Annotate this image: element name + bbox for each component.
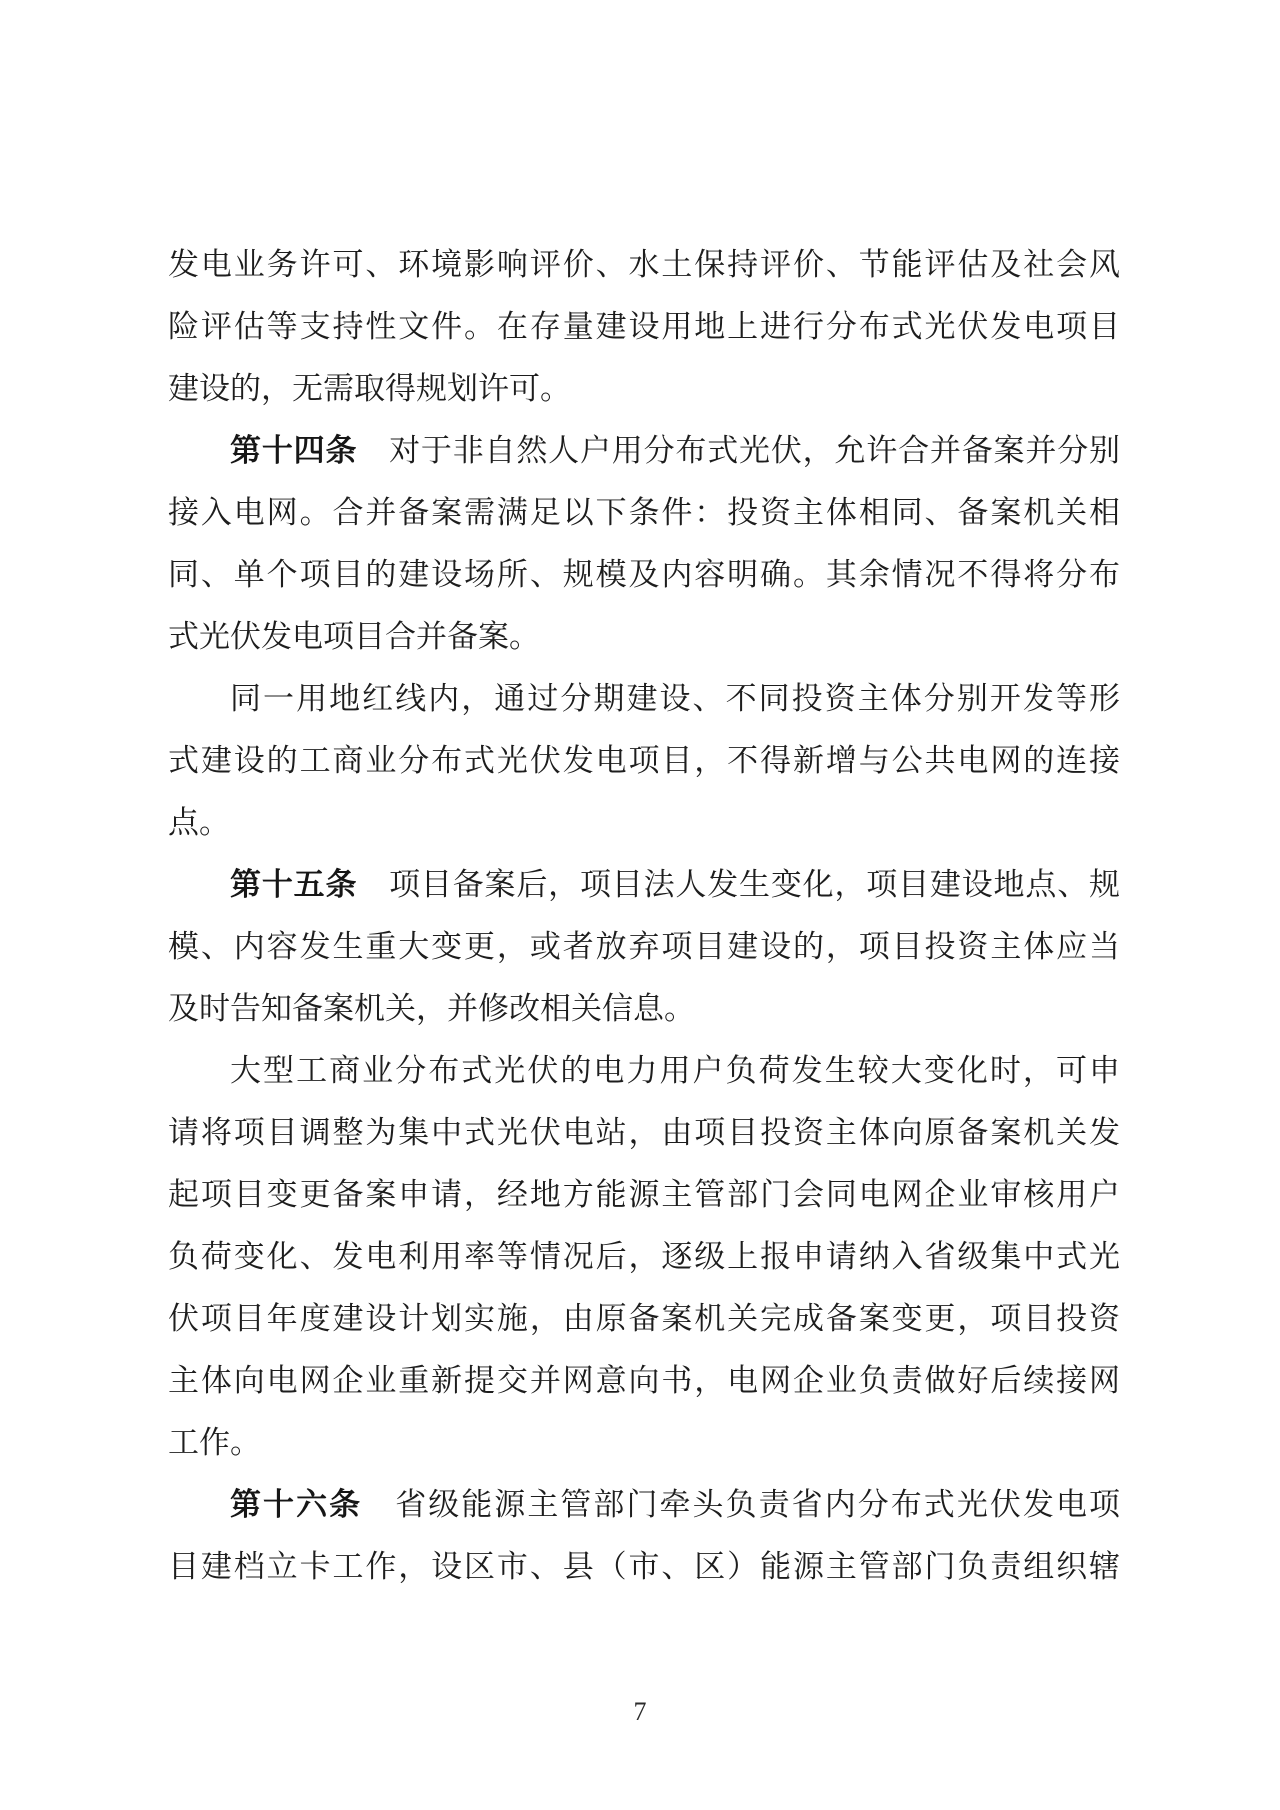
text-line bbox=[168, 1288, 1120, 1350]
text-line bbox=[168, 1040, 1120, 1102]
article-number: 第十四条 bbox=[230, 433, 358, 468]
line-text: 模、内容发生重大变更，或者放弃项目建设的，项目投资主体应当 bbox=[168, 929, 1120, 964]
line-text: 建设的，无需取得规划许可。 bbox=[168, 371, 571, 406]
text-line bbox=[168, 234, 1120, 296]
document-body bbox=[168, 234, 1120, 1598]
line-text: 起项目变更备案申请，经地方能源主管部门会同电网企业审核用户 bbox=[168, 1177, 1120, 1212]
line-text: 及时告知备案机关，并修改相关信息。 bbox=[168, 991, 695, 1026]
text-line bbox=[168, 296, 1120, 358]
line-text: 对于非自然人户用分布式光伏，允许合并备案并分别 bbox=[357, 433, 1120, 468]
text-line bbox=[168, 482, 1120, 544]
line-text: 大型工商业分布式光伏的电力用户负荷发生较大变化时，可申 bbox=[230, 1053, 1120, 1088]
article-number: 第十六条 bbox=[230, 1487, 363, 1522]
line-text: 险评估等支持性文件。在存量建设用地上进行分布式光伏发电项目 bbox=[168, 309, 1120, 344]
text-line bbox=[168, 606, 1120, 668]
line-text: 省级能源主管部门牵头负责省内分布式光伏发电项 bbox=[362, 1487, 1120, 1522]
line-text: 点。 bbox=[168, 805, 230, 840]
text-line bbox=[168, 1350, 1120, 1412]
text-line bbox=[168, 1474, 1120, 1536]
line-text: 式建设的工商业分布式光伏发电项目，不得新增与公共电网的连接 bbox=[168, 743, 1120, 778]
line-text: 目建档立卡工作，设区市、县（市、区）能源主管部门负责组织辖 bbox=[168, 1549, 1120, 1584]
page-number: 7 bbox=[633, 1697, 647, 1726]
line-text: 主体向电网企业重新提交并网意向书，电网企业负责做好后续接网 bbox=[168, 1363, 1120, 1398]
line-text: 负荷变化、发电利用率等情况后，逐级上报申请纳入省级集中式光 bbox=[168, 1239, 1120, 1274]
line-text: 式光伏发电项目合并备案。 bbox=[168, 619, 540, 654]
text-line bbox=[168, 916, 1120, 978]
text-line bbox=[168, 1102, 1120, 1164]
line-text: 发电业务许可、环境影响评价、水土保持评价、节能评估及社会风 bbox=[168, 247, 1120, 282]
text-line bbox=[168, 1164, 1120, 1226]
text-line bbox=[168, 668, 1120, 730]
text-line bbox=[168, 792, 1120, 854]
text-line bbox=[168, 358, 1120, 420]
text-line bbox=[168, 1412, 1120, 1474]
line-text: 伏项目年度建设计划实施，由原备案机关完成备案变更，项目投资 bbox=[168, 1301, 1120, 1336]
text-line bbox=[168, 544, 1120, 606]
text-line bbox=[168, 730, 1120, 792]
line-text: 请将项目调整为集中式光伏电站，由项目投资主体向原备案机关发 bbox=[168, 1115, 1120, 1150]
line-text: 接入电网。合并备案需满足以下条件：投资主体相同、备案机关相 bbox=[168, 495, 1120, 530]
text-line bbox=[168, 978, 1120, 1040]
line-text: 同一用地红线内，通过分期建设、不同投资主体分别开发等形 bbox=[230, 681, 1120, 716]
text-line bbox=[168, 420, 1120, 482]
line-text: 工作。 bbox=[168, 1425, 261, 1460]
line-text: 项目备案后，项目法人发生变化，项目建设地点、规 bbox=[357, 867, 1120, 902]
line-text: 同、单个项目的建设场所、规模及内容明确。其余情况不得将分布 bbox=[168, 557, 1120, 592]
article-number: 第十五条 bbox=[230, 867, 358, 902]
text-line bbox=[168, 1536, 1120, 1598]
text-line bbox=[168, 854, 1120, 916]
text-line bbox=[168, 1226, 1120, 1288]
